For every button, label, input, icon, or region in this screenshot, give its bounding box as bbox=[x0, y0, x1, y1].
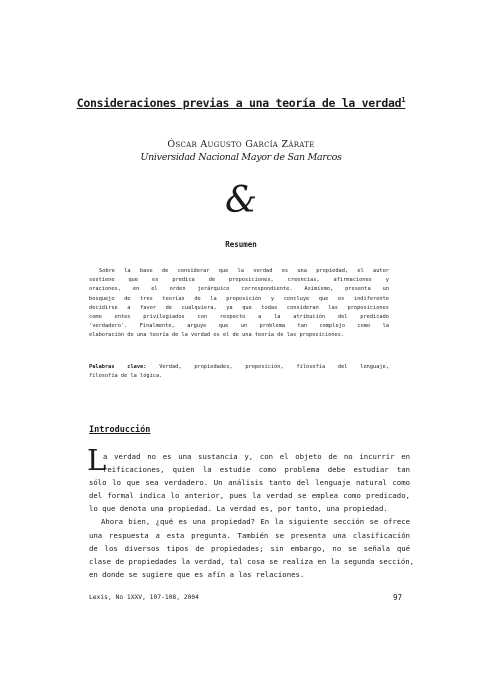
journal-citation: Lexis, No 1XXV, 107-108, 2004 bbox=[89, 594, 199, 601]
body-line: de los diversos tipos de propiedades; sin embargo, no se señala qué bbox=[89, 543, 410, 553]
body-line: sólo lo que sea verdadero. Un análisis tanto del lenguaje natural como bbox=[89, 478, 410, 488]
abstract-line: sostiene que es predica de proposiciones, creencias, afirmaciones y bbox=[89, 277, 389, 284]
abstract-body bbox=[89, 267, 389, 341]
keywords-list: Verdad, propiedades, proposición, filosofía del lenguaje, bbox=[146, 364, 389, 370]
keywords-block bbox=[89, 363, 389, 381]
page-number: 97 bbox=[392, 593, 402, 602]
body-line: reificaciones, quien la estudie como problema debe estudiar tan bbox=[103, 465, 410, 475]
abstract-line: decidirse a favor de cualquiera, ya que todas consideran las proposiciones bbox=[89, 304, 389, 311]
body-line: una respuesta a esta pregunta. También se presenta una clasificación bbox=[89, 530, 410, 540]
abstract-heading: Resumen bbox=[225, 240, 257, 249]
abstract-line: 'verdadero'. Finalmente, arguye que un problema tan complejo como la bbox=[89, 323, 389, 330]
keywords-line bbox=[89, 363, 389, 372]
keywords-label: Palabras clave: bbox=[89, 364, 147, 370]
body-line: en donde se sugiere que es afín a las relaciones. bbox=[89, 569, 305, 579]
body-line: lo que denota una propiedad. La verdad es, por tanto, una propiedad. bbox=[89, 504, 388, 514]
article-title-text: Consideraciones previas a una teoría de la verdad bbox=[76, 96, 402, 110]
abstract-line: como entes privilegiados con respecto a la atribución del predicado bbox=[89, 314, 389, 321]
section-heading-introduction: Introducción bbox=[89, 425, 151, 435]
author-name: Óscar Augusto García Zárate bbox=[167, 139, 315, 150]
drop-cap: L bbox=[87, 443, 107, 477]
title-footnote-mark: 1 bbox=[401, 96, 406, 105]
introduction-body bbox=[89, 450, 415, 581]
author-affiliation: Universidad Nacional Mayor de San Marcos bbox=[140, 152, 342, 163]
keywords-line: filosofía de la lógica. bbox=[89, 373, 163, 380]
abstract-line: oraciones, en el orden jerárquico correspondiente. Asimismo, presenta un bbox=[89, 286, 389, 293]
body-line: a verdad no es una sustancia y, con el objeto de no incurrir en bbox=[103, 452, 410, 461]
abstract-line: bosquejo de tres teorías de la proposición y concluye que es indiferente bbox=[89, 295, 389, 302]
ampersand-ornament: & bbox=[224, 180, 258, 221]
abstract-line: Sobre la base de considerar que la verdad es una propiedad, el autor bbox=[99, 268, 389, 274]
article-title bbox=[70, 96, 412, 110]
body-line: clase de propiedades la verdad, tal cosa se realiza en la segunda sección, bbox=[89, 556, 415, 566]
body-line: Ahora bien, ¿qué es una propiedad? En la siguiente sección se ofrece bbox=[101, 517, 410, 527]
abstract-line: elaboración de una teoría de la verdad es el de una teoría de las proposiciones. bbox=[89, 332, 345, 339]
body-line: del formal indica lo anterior, pues la verdad se emplea como predicado, bbox=[89, 491, 410, 501]
